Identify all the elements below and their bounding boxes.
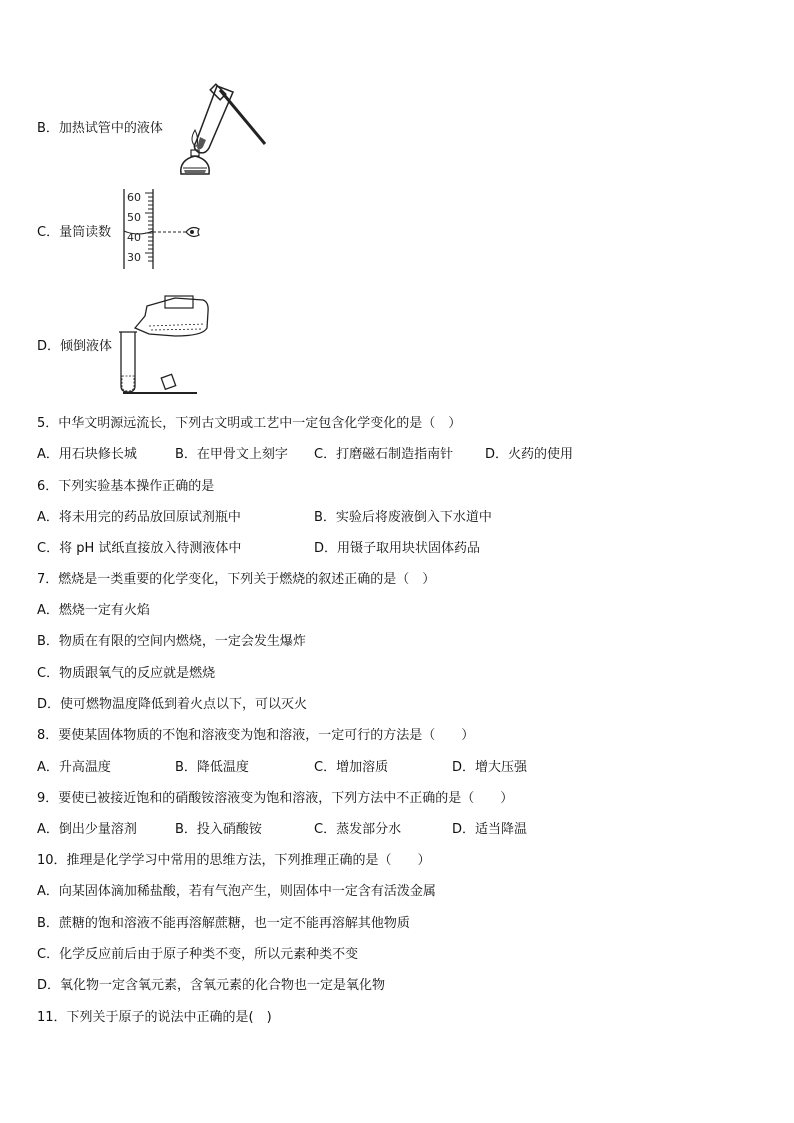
option-d-label: D．倾倒液体 bbox=[37, 339, 113, 354]
tick-label: 40 bbox=[127, 231, 141, 244]
question-11-stem: 11．下列关于原子的说法中正确的是( ) bbox=[37, 1010, 272, 1025]
test-tube-heating-illustration bbox=[175, 82, 275, 182]
question-8-option-d[interactable]: D．增大压强 bbox=[452, 760, 528, 775]
question-6-stem: 6．下列实验基本操作正确的是 bbox=[37, 479, 215, 494]
pouring-liquid-illustration bbox=[115, 292, 210, 397]
question-9-option-d[interactable]: D．适当降温 bbox=[452, 822, 528, 837]
question-7-option-c[interactable]: C．物质跟氧气的反应就是燃烧 bbox=[37, 666, 216, 681]
question-10-option-b[interactable]: B．蔗糖的饱和溶液不能再溶解蔗糖，也一定不能再溶解其他物质 bbox=[37, 916, 410, 931]
question-9-option-c[interactable]: C．蒸发部分水 bbox=[314, 822, 402, 837]
question-7-stem: 7．燃烧是一类重要的化学变化，下列关于燃烧的叙述正确的是（ ） bbox=[37, 572, 436, 587]
question-7-option-d[interactable]: D．使可燃物温度降低到着火点以下，可以灭火 bbox=[37, 697, 308, 712]
graduated-cylinder-reading-illustration bbox=[118, 187, 208, 272]
question-9-option-a[interactable]: A．倒出少量溶剂 bbox=[37, 822, 137, 837]
question-8-option-a[interactable]: A．升高温度 bbox=[37, 760, 111, 775]
question-5-stem: 5．中华文明源远流长，下列古文明或工艺中一定包含化学变化的是（ ） bbox=[37, 416, 462, 431]
question-8-stem: 8．要使某固体物质的不饱和溶液变为饱和溶液，一定可行的方法是（ ） bbox=[37, 728, 475, 743]
question-5-option-d[interactable]: D．火药的使用 bbox=[485, 447, 574, 462]
question-8-option-b[interactable]: B．降低温度 bbox=[175, 760, 249, 775]
question-6-option-b[interactable]: B．实验后将废液倒入下水道中 bbox=[314, 510, 492, 525]
question-8-option-c[interactable]: C．增加溶质 bbox=[314, 760, 389, 775]
option-c-label: C．量筒读数 bbox=[37, 225, 112, 240]
question-5-option-b[interactable]: B．在甲骨文上刻字 bbox=[175, 447, 288, 462]
question-10-stem: 10．推理是化学学习中常用的思维方法，下列推理正确的是（ ） bbox=[37, 853, 431, 868]
question-7-option-b[interactable]: B．物质在有限的空间内燃烧，一定会发生爆炸 bbox=[37, 634, 306, 649]
question-5-option-c[interactable]: C．打磨磁石制造指南针 bbox=[314, 447, 454, 462]
question-7-option-a[interactable]: A．燃烧一定有火焰 bbox=[37, 603, 150, 618]
question-10-option-d[interactable]: D．氧化物一定含氧元素，含氧元素的化合物也一定是氧化物 bbox=[37, 978, 386, 993]
question-5-option-a[interactable]: A．用石块修长城 bbox=[37, 447, 137, 462]
question-6-option-d[interactable]: D．用镊子取用块状固体药品 bbox=[314, 541, 481, 556]
tick-label: 50 bbox=[127, 211, 141, 224]
tick-label: 60 bbox=[127, 191, 141, 204]
tick-label: 30 bbox=[127, 251, 141, 264]
question-6-option-a[interactable]: A．将未用完的药品放回原试剂瓶中 bbox=[37, 510, 241, 525]
question-10-option-c[interactable]: C．化学反应前后由于原子种类不变，所以元素种类不变 bbox=[37, 947, 359, 962]
option-b-label: B．加热试管中的液体 bbox=[37, 121, 163, 136]
question-9-stem: 9．要使已被接近饱和的硝酸铵溶液变为饱和溶液，下列方法中不正确的是（ ） bbox=[37, 791, 514, 806]
question-6-option-c[interactable]: C．将 pH 试纸直接放入待测液体中 bbox=[37, 541, 242, 556]
question-10-option-a[interactable]: A．向某固体滴加稀盐酸，若有气泡产生，则固体中一定含有活泼金属 bbox=[37, 884, 436, 899]
question-9-option-b[interactable]: B．投入硝酸铵 bbox=[175, 822, 262, 837]
